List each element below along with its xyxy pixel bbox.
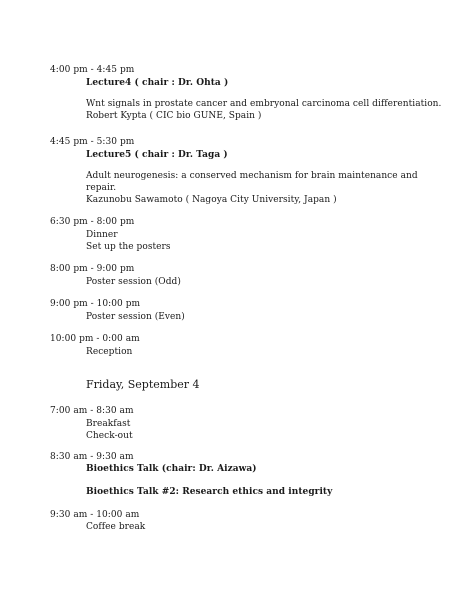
lecture-heading: Lecture5 ( chair : Dr. Taga ) [86,150,228,160]
session-time: 7:00 am - 8:30 am [50,406,134,416]
talk-heading: Bioethics Talk (chair: Dr. Aizawa) [86,464,257,474]
session-item: Dinner [86,230,118,240]
day-heading: Friday, September 4 [86,378,200,391]
lecture-speaker: Robert Kypta ( CIC bio GUNE, Spain ) [86,111,262,121]
session-time: 8:00 pm - 9:00 pm [50,264,135,274]
session-time: 4:00 pm - 4:45 pm [50,65,135,75]
session-item: Breakfast [86,419,131,429]
lecture-heading: Lecture4 ( chair : Dr. Ohta ) [86,78,229,88]
lecture-title-continued: repair. [86,183,117,193]
lecture-title: Wnt signals in prostate cancer and embryonal carcinoma cell differentiation. [86,99,442,109]
lecture-title: Adult neurogenesis: a conserved mechanism for brain maintenance and [86,171,418,181]
session-item: Coffee break [86,522,146,532]
session-time: 6:30 pm - 8:00 pm [50,217,135,227]
lecture-speaker: Kazunobu Sawamoto ( Nagoya City University, Japan ) [86,195,337,205]
talk-subheading: Bioethics Talk #2: Research ethics and integrity [86,487,333,497]
session-time: 9:30 am - 10:00 am [50,510,140,520]
session-time: 8:30 am - 9:30 am [50,452,134,462]
session-item: Poster session (Odd) [86,277,181,287]
session-item: Set up the posters [86,242,171,252]
session-time: 4:45 pm - 5:30 pm [50,137,135,147]
session-item: Poster session (Even) [86,312,185,322]
session-item: Reception [86,347,133,357]
session-item: Check-out [86,431,133,441]
session-time: 10:00 pm - 0:00 am [50,334,140,344]
session-time: 9:00 pm - 10:00 pm [50,299,141,309]
